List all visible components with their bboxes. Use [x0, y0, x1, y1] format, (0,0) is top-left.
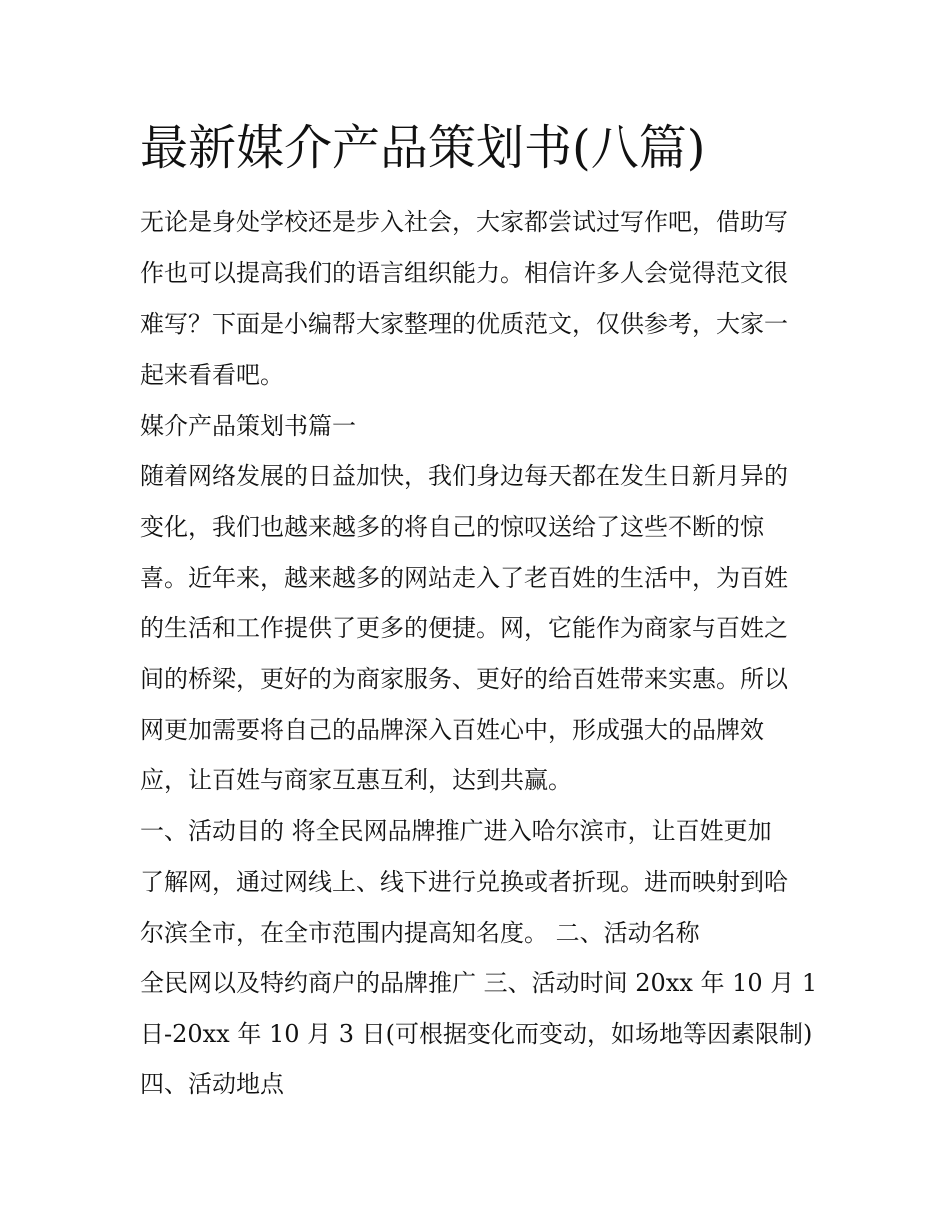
body-line-4: 的生活和工作提供了更多的便捷。网，它能作为商家与百姓之: [140, 614, 788, 642]
body-line-1: 随着网络发展的日益加快，我们身边每天都在发生日新月异的: [140, 462, 788, 490]
body-line-10: 尔滨全市，在全市范围内提高知名度。 二、活动名称: [140, 919, 700, 947]
body-line-7: 应，让百姓与商家互惠互利，达到共赢。: [140, 766, 572, 794]
section-heading: 媒介产品策划书篇一: [140, 412, 356, 440]
body-line-2: 变化，我们也越来越多的将自己的惊叹送给了这些不断的惊: [140, 513, 764, 541]
intro-line-4: 起来看看吧。: [140, 361, 284, 389]
intro-line-1: 无论是身处学校还是步入社会，大家都尝试过写作吧，借助写: [140, 208, 788, 236]
body-line-6: 网更加需要将自己的品牌深入百姓心中，形成强大的品牌效: [140, 716, 764, 744]
body-line-9: 了解网，通过网线上、线下进行兑换或者折现。进而映射到哈: [140, 868, 788, 896]
intro-line-3: 难写？下面是小编帮大家整理的优质范文，仅供参考，大家一: [140, 310, 788, 338]
body-line-3: 喜。近年来，越来越多的网站走入了老百姓的生活中，为百姓: [140, 564, 788, 592]
body-line-8: 一、活动目的 将全民网品牌推广进入哈尔滨市，让百姓更加: [140, 817, 772, 845]
body-line-11: 全民网以及特约商户的品牌推广 三、活动时间 20xx 年 10 月 1: [140, 969, 818, 997]
body-line-13: 四、活动地点: [140, 1070, 284, 1098]
intro-line-2: 作也可以提高我们的语言组织能力。相信许多人会觉得范文很: [140, 259, 788, 287]
body-line-5: 间的桥梁，更好的为商家服务、更好的给百姓带来实惠。所以: [140, 665, 788, 693]
document-title: 最新媒介产品策划书(八篇): [140, 120, 706, 176]
body-line-12: 日-20xx 年 10 月 3 日(可根据变化而变动，如场地等因素限制): [140, 1020, 813, 1048]
